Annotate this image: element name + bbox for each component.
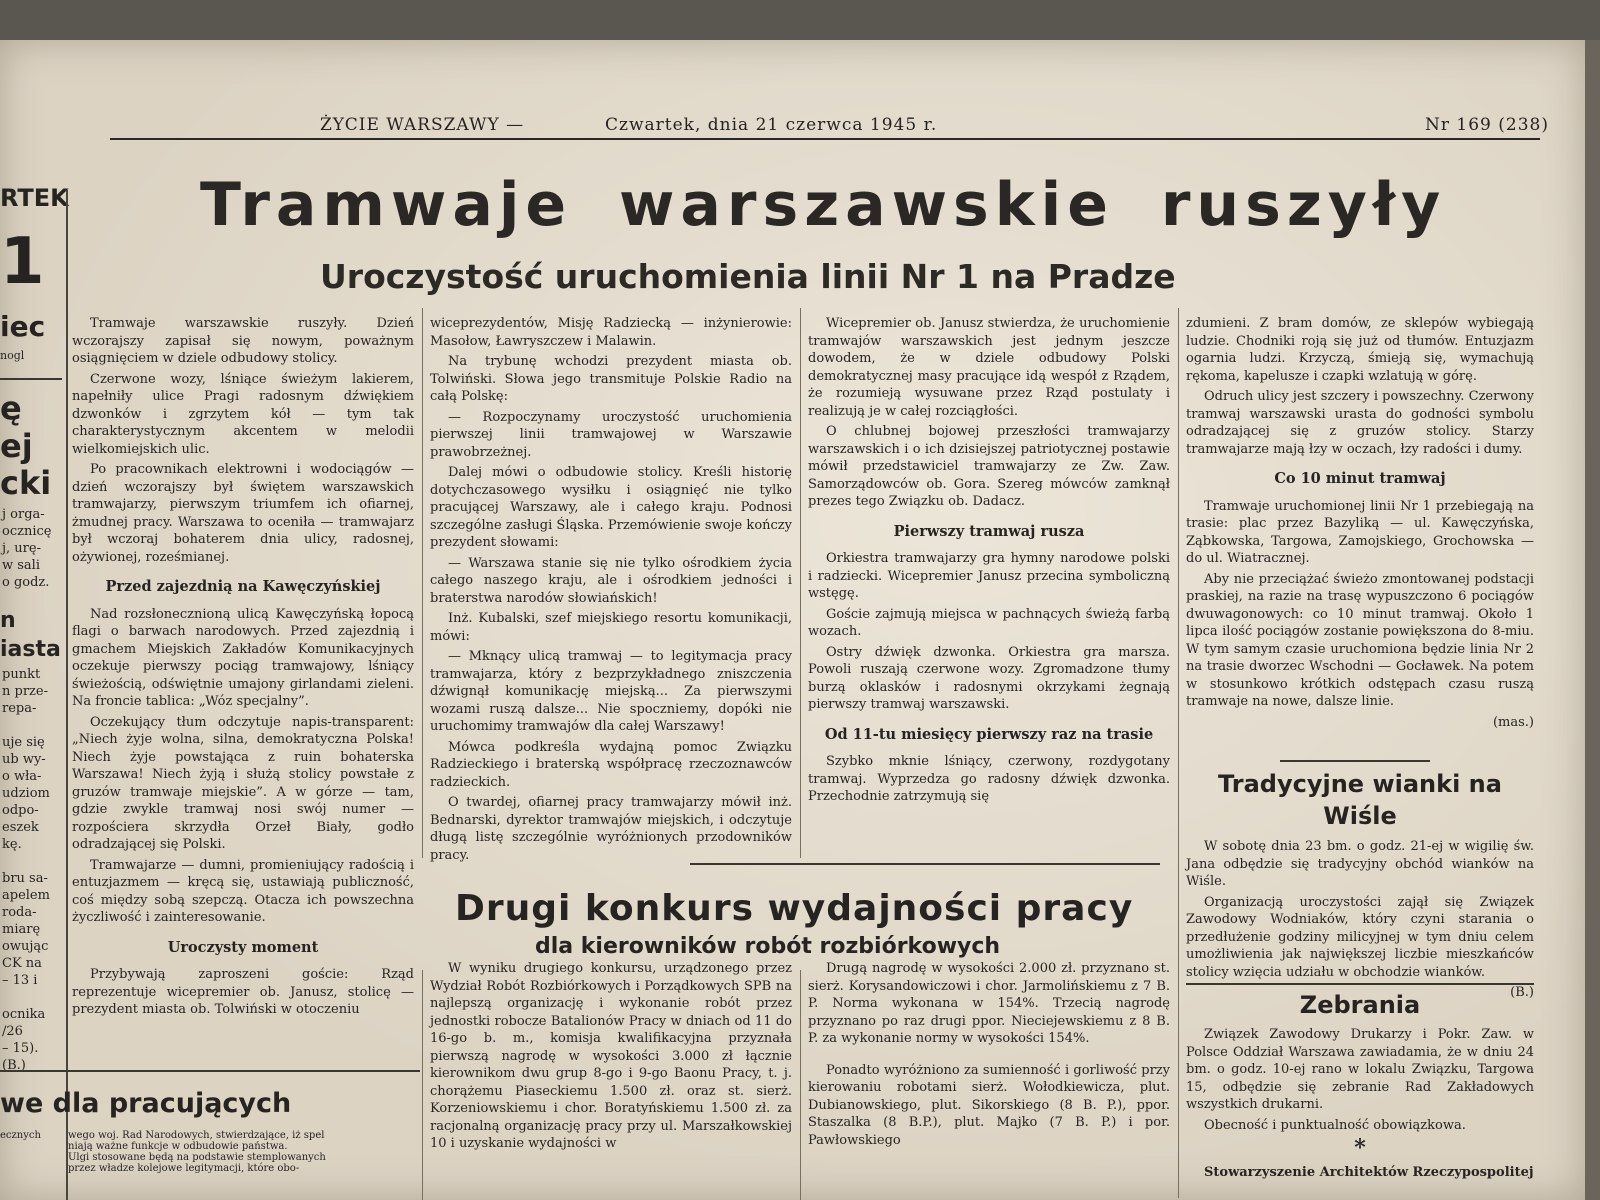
article-column-3 xyxy=(808,315,1170,809)
left-fragment: bru sa- xyxy=(2,871,48,886)
left-fragment: o wła- xyxy=(2,769,42,784)
paragraph: Goście zajmują miejsca w pachnących świeżą farbą wozach. xyxy=(808,606,1170,639)
issue-number: Nr 169 (238) xyxy=(1425,115,1549,135)
left-fragment: uje się xyxy=(2,735,45,750)
left-fragment: n prze- xyxy=(2,684,48,699)
author-signature: (mas.) xyxy=(1492,714,1534,730)
paragraph: Orkiestra tramwajarzy gra hymny narodowe polski i radziecki. Wicepremier Janusz przecina symboliczną wstęgę. xyxy=(808,551,1170,601)
left-rule-short xyxy=(0,378,62,380)
left-fragment: owując xyxy=(2,939,49,954)
section-rule xyxy=(0,1070,420,1072)
section-heading: Przed zajezdnią na Kawęczyńskiej xyxy=(105,578,381,595)
left-fragment: apelem xyxy=(2,888,50,903)
zebrania-title: Zebrania xyxy=(1299,991,1421,1019)
left-fragment: iec xyxy=(0,310,46,343)
left-fragment: odpo- xyxy=(2,803,39,818)
column-rule xyxy=(422,308,423,858)
left-fragment: 1 xyxy=(0,225,45,299)
paragraph: Nad rozsłonecznioną ulicą Kawęczyńską łopocą flagi o barwach narodowych. Przed zajezdnią i gmachem Miejskich Zakładów Komunikacyjnych oczekuje pierwszy pociąg tramwajowy, lśniący świeżością, odświętnie umajony girlandami zieleni. Na froncie tablica: „Wóz specjalny”. xyxy=(72,606,414,709)
paragraph: Po pracownikach elektrowni i wodociągów — dzień wczorajszy był świętem warszawskich tramwajarzy, pierwszym triumfem ich ofiarnej, żmudnej pracy. Warszawa to oceniła — tramwajarz był wczoraj bohaterem dnia ulicy, radosnej, ożywionej, roześmianej. xyxy=(72,462,414,565)
paragraph: Aby nie przeciążać świeżo zmontowanej podstacji praskiej, na razie na trasę wypuszczono 6 pociągów dwuwagonowych: co 10 minut tramwaj. Około 1 lipca ilość pociągów zostanie powiększona do 8-miu. W tym samym czasie uruchomiona będzie linia Nr 2 na trasie dworzec Wschodni — Gocławek. Na potem w stosunkowo krótkich odstępach czasu ruszą tramwaje na nowe, dalsze linie. xyxy=(1186,571,1534,709)
paragraph: Ostry dźwięk dzwonka. Orkiestra gra marsza. Powoli ruszają czerwone wozy. Zgromadzone tłumy burzą oklasków i radosnymi okrzykami żegnają pierwszy tramwaj warszawski. xyxy=(808,644,1170,712)
left-fragment: ocznicę xyxy=(2,524,52,539)
article-column-4 xyxy=(1186,315,1534,731)
paragraph: wiceprezydentów, Misję Radziecką — inżynierowie: Masołow, Ławryszczew i Malawin. xyxy=(430,316,792,349)
konkurs-headline: Drugi konkurs wydajności pracy xyxy=(455,888,1134,929)
left-fragment: – 13 i xyxy=(2,973,38,988)
left-fragment: kę. xyxy=(2,837,22,852)
paragraph: Przybywają zaproszeni goście: Rząd reprezentuje wicepremier ob. Janusz, stolicę — prezydent miasta ob. Tolwiński w otoczeniu xyxy=(72,967,414,1017)
separator-star: * xyxy=(1354,1135,1366,1161)
bottom-left-text: Ulgi stosowane będą na podstawie stemplowanych xyxy=(68,1152,326,1163)
left-fragment: iasta xyxy=(0,637,61,662)
left-fragment: /26 xyxy=(2,1024,23,1039)
paragraph: Tramwaje warszawskie ruszyły. Dzień wczorajszy zapisał się nowym, poważnym osiągnięciem w dziele odbudowy stolicy. xyxy=(72,316,414,366)
paragraph: Mówca podkreśla wydajną pomoc Związku Radzieckiego i braterską współpracę rzeczoznawców radzieckich. xyxy=(430,739,792,790)
left-fragment: ub wy- xyxy=(2,752,46,767)
paragraph: Inż. Kubalski, szef miejskiego resortu komunikacji, mówi: xyxy=(430,611,792,644)
paragraph: Organizacją uroczystości zajął się Związek Zawodowy Wodniaków, który czyni starania o przedłużenie godziny milicyjnej w tym dniu celem umożliwienia jak największej liczbie mieszkańców stolicy wzięcia udziału w obchodzie wianków. xyxy=(1186,894,1534,980)
paragraph: O twardej, ofiarnej pracy tramwajarzy mówił inż. Bednarski, dyrektor tramwajów miejskich, i odczytuje długą listę szczególnie wyróżnionych przodowników pracy. xyxy=(430,795,792,863)
left-fragment: (B.) xyxy=(2,1058,26,1073)
bottom-left-text: ecznych xyxy=(0,1130,41,1141)
column-rule xyxy=(800,308,801,858)
paragraph: — Warszawa stanie się nie tylko ośrodkiem życia całego naszego kraju, ale i ośrodkiem jedności i braterstwa narodów słowiańskich! xyxy=(430,555,792,606)
section-rule xyxy=(1186,983,1534,985)
paragraph: Odruch ulicy jest szczery i powszechny. Czerwony tramwaj warszawski urasta do godności symbolu odradzającej się z gruzów stolicy. Starzy tramwajarze mają łzy w oczach, łzy radości i dumy. xyxy=(1186,389,1534,457)
header-rule xyxy=(110,138,1540,140)
article-column-1 xyxy=(72,315,414,1022)
paragraph: Szybko mknie lśniący, czerwony, rozdygotany tramwaj. Wyprzedza go radosny dźwięk dzwonka. Przechodnie zatrzymują się xyxy=(808,754,1170,804)
section-rule xyxy=(1280,760,1430,762)
left-fragment: j, urę- xyxy=(2,541,41,556)
paragraph: Obecność i punktualność obowiązkowa. xyxy=(1204,1117,1466,1133)
paragraph: Na trybunę wchodzi prezydent miasta ob. Tolwiński. Słowa jego transmituje Polskie Radio na całą Polskę: xyxy=(430,354,792,404)
left-fragment: ej xyxy=(0,427,33,465)
author-signature: (B.) xyxy=(1510,985,1534,1000)
left-fragment: roda- xyxy=(2,905,37,920)
paragraph: — Rozpoczynamy uroczystość uruchomienia pierwszej linii tramwajowej w Warszawie prawobrzeżnej. xyxy=(430,409,792,460)
wianki-title: Tradycyjne wianki na Wiśle xyxy=(1218,770,1502,830)
bottom-left-text: niają ważne funkcje w odbudowie państwa. xyxy=(68,1141,288,1152)
paragraph: zdumieni. Z bram domów, ze sklepów wybiegają ludzie. Chodniki roją się już od tłumów. Entuzjazm ogarnia ludzi. Krzyczą, śmieją się, wymachują rękoma, kapelusze i czapki wzlatują w górę. xyxy=(1186,316,1534,384)
section-heading: Pierwszy tramwaj rusza xyxy=(893,522,1085,540)
section-heading: Uroczysty moment xyxy=(167,938,319,956)
paragraph: — Mknący ulicą tramwaj — to legitymacja pracy tramwajarza, który z bezprzykładnego zniszczenia dźwignął komunikację miejską... Za pierwszymi wozami ruszą dalsze... Nie spoczniemy, dopóki nie uruchomimy tramwajów dla całej Warszawy! xyxy=(430,649,792,734)
paragraph: Czerwone wozy, lśniące świeżym lakierem, napełniły ulice Pragi radosnym dźwiękiem dzwonków i zgrzytem kół — tym tak charakterystycznym akcentem w melodii wielkomiejskich ulic. xyxy=(72,371,414,457)
left-fragment: nogl xyxy=(0,349,25,362)
column-rule xyxy=(1178,308,1179,1198)
konkurs-subheadline: dla kierowników robót rozbiórkowych xyxy=(535,934,1001,959)
section-rule xyxy=(690,863,1160,865)
left-fragment: w sali xyxy=(2,558,40,573)
section-heading: Od 11-tu miesięcy pierwszy raz na trasie xyxy=(824,725,1154,743)
paragraph: Ponadto wyróżniono za sumienność i gorliwość przy kierowaniu robotami sierż. Wołodkiewicza, plut. Dubianowskiego, plut. Sikorskiego (8 B. P.), ppor. Staszalka (8 B.P.), plut. Majko (7 B. P.) i por. Pawłowskiego xyxy=(808,1062,1170,1148)
wianki-notice xyxy=(1186,768,1534,1002)
left-fragment: miarę xyxy=(2,922,41,937)
paragraph: W wyniku drugiego konkursu, urządzonego przez Wydział Robót Rozbiórkowych i Porządkowych SPB na najlepszą organizację i wykonanie robót przez jednostki robocze Batalionów Pracy w dniach od 11 do 16-go b. m., komisja kwalifikacyjna przyznała pierwszą nagrodę w wysokości 3.000 zł łącznie kierownikom dwu grup 8-go i 9-go Baonu Pracy, t. j. chorążemu Piaseckiemu 1.500 zł. oraz st. sierż. Korzeniowskiemu i chor. Boratyńskiemu 1.500 zł. za racjonalną organizację pracy przy ul. Marszałkowskiej 10 i uzyskanie wydajności w xyxy=(430,961,792,1151)
column-rule xyxy=(800,970,801,1200)
paragraph: Oczekujący tłum odczytuje napis-transparent: „Niech żyje wolna, silna, demokratyczna Polska! Niech żyje powstająca z ruin bohaterska Warszawa! Niech żyją i służą stolicy powstałe z gruzów tramwaje miejskie”. A w górze — tam, gdzie zwykle tramwaj nosi swój numer — rozpościera skrzydła Orzeł Biały, godło odradzającej się Polski. xyxy=(72,714,414,852)
paper-name: ŻYCIE WARSZAWY — xyxy=(320,115,525,135)
left-fragment: – 15). xyxy=(2,1041,39,1056)
paragraph: Tramwajarze — dumni, promieniujący radością i entuzjazmem — kręcą się, ustawiają publiczność, coś między sobą szepczą. Otacza ich powszechna życzliwość i zainteresowanie. xyxy=(72,857,414,925)
paragraph: O chlubnej bojowej przeszłości tramwajarzy warszawskich i o ich dzisiejszej patriotycznej postawie mówił przedstawiciel tramwajarzy ze Zw. Zaw. Samorządowców ob. Gora. Szereg mówców zamknął prezes tego Związku ob. Dadacz. xyxy=(808,424,1170,509)
left-fragment: punkt xyxy=(2,667,41,682)
left-fragment: RTEK xyxy=(0,184,69,212)
issue-date: Czwartek, dnia 21 czerwca 1945 r. xyxy=(605,115,938,135)
left-fragment: cki xyxy=(0,464,52,502)
newspaper-page xyxy=(0,40,1585,1200)
background-strip xyxy=(0,0,1600,40)
bottom-left-headline: we dla pracujących xyxy=(0,1088,292,1119)
paragraph: Stowarzyszenie Architektów Rzeczypospolitej xyxy=(1204,1164,1534,1180)
left-fragment: udziom xyxy=(2,786,50,801)
main-headline: Tramwaje warszawskie ruszyły xyxy=(200,170,1447,240)
column-rule xyxy=(422,970,423,1200)
bottom-left-text: wego woj. Rad Narodowych, stwierdzające, iż spel xyxy=(68,1130,325,1141)
bottom-left-text: przez władze kolejowe legitymacji, które obo- xyxy=(68,1163,300,1174)
paragraph: Dalej mówi o odbudowie stolicy. Kreśli historię dotychczasowego wysiłku i osiągnięć nie tylko pracującej Warszawy, ale i całego kraju. Podnosi szczególne zasługi Śląska. Przemówienie swoje kończy prezydent słowami: xyxy=(430,465,792,550)
paragraph: Związek Zawodowy Drukarzy i Pokr. Zaw. w Polsce Oddział Warszawa zawiadamia, że w dniu 24 bm. o godz. 10-ej rano w lokalu Związku, Targowa 15, odbędzie się zebranie Rad Zakładowych wszystkich drukarni. xyxy=(1186,1027,1534,1112)
paragraph: Tramwaje uruchomionej linii Nr 1 przebiegają na trasie: plac przez Bazyliką — ul. Kawęczyńska, Ząbkowska, Targowa, Zamojskiego, Grochowska — do ul. Wiatracznej. xyxy=(1186,498,1534,566)
left-fragment: ę xyxy=(0,389,22,427)
left-column-rule xyxy=(66,190,68,1200)
left-fragment: eszek xyxy=(2,820,39,835)
article-column-2 xyxy=(430,315,792,867)
zebrania-notice xyxy=(1186,990,1534,1184)
left-fragment: CK na xyxy=(2,956,42,971)
left-fragment: o godz. xyxy=(2,575,50,590)
main-subheadline: Uroczystość uruchomienia linii Nr 1 na Pradze xyxy=(320,257,1176,296)
konkurs-column-1 xyxy=(430,960,792,1156)
left-fragment: ocnika xyxy=(2,1007,46,1022)
left-fragment: j orga- xyxy=(2,507,45,522)
left-fragment: repa- xyxy=(2,701,37,716)
paragraph: Wicepremier ob. Janusz stwierdza, że uruchomienie tramwajów warszawskich jest jednym jeszcze dowodem, że w dziele odbudowy Polski demokratycznej masy pracujące idą wespół z Rządem, że rozumieją wysuwane przez Rząd postulaty i realizują je w całej rozciągłości. xyxy=(808,316,1170,419)
konkurs-column-2 xyxy=(808,960,1170,1152)
paragraph: W sobotę dnia 23 bm. o godz. 21-ej w wigilię św. Jana odbędzie się tradycyjny obchód wianków na Wiśle. xyxy=(1186,839,1534,889)
paragraph: Drugą nagrodę w wysokości 2.000 zł. przyznano st. sierż. Korysandowiczowi i chor. Jarmolińskiemu z 7 B. P. Norma wykonana w 154%. Trzecią nagrodę przyznano po raz drugi ppor. Nieciejewskiemu z 8 B. P. za wykonanie normy w wysokości 154%. xyxy=(808,961,1170,1046)
section-heading: Co 10 minut tramwaj xyxy=(1274,470,1446,487)
left-fragment: n xyxy=(0,608,16,633)
